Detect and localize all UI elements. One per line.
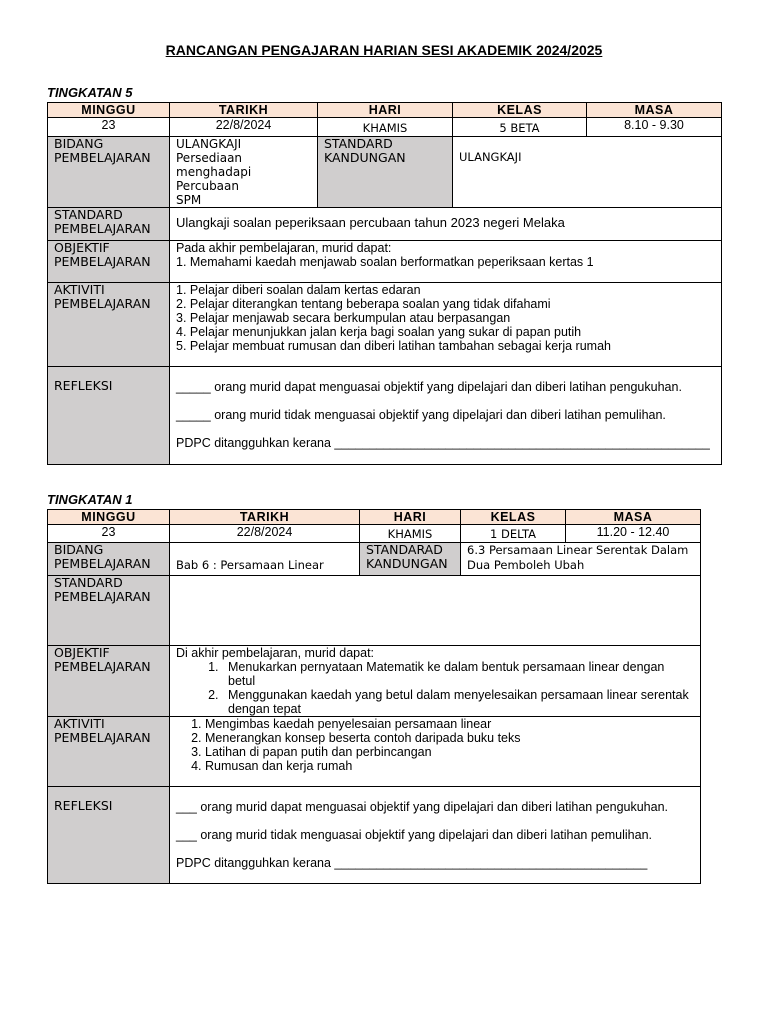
objektif-item: 2. Menggunakan kaedah yang betul dalam menyelesaikan persamaan linear serentak dengan tepat xyxy=(222,688,694,716)
tarikh-value: 22/8/2024 xyxy=(170,118,318,137)
masa-value: 11.20 - 12.40 xyxy=(566,525,701,543)
minggu-value: 23 xyxy=(48,118,170,137)
bidang-line: SPM xyxy=(176,193,202,207)
refleksi-line: _____ orang murid tidak menguasai objektif yang dipelajari dan diberi latihan pemulihan. xyxy=(176,408,666,422)
aktiviti-item: 5. Pelajar membuat rumusan dan diberi latihan tambahan sebagai kerja rumah xyxy=(176,339,611,353)
tarikh-value: 22/8/2024 xyxy=(170,525,360,543)
header-hari: HARI xyxy=(318,103,453,118)
header-kelas: KELAS xyxy=(453,103,587,118)
kelas-value: 1 DELTA xyxy=(461,525,566,543)
bidang-line: ULANGKAJI xyxy=(176,137,242,151)
label-standard-pembelajaran: STANDARD PEMBELAJARAN xyxy=(48,576,170,646)
header-minggu: MINGGU xyxy=(48,103,170,118)
label-objektif: OBJEKTIF PEMBELAJARAN xyxy=(48,241,170,283)
rph-table-tingkatan-5 xyxy=(47,102,722,465)
refleksi-line: PDPC ditangguhkan kerana ______________________________________________________ xyxy=(176,436,710,450)
objektif-item: 1. Menukarkan pernyataan Matematik ke dalam bentuk persamaan linear dengan betul xyxy=(222,660,694,688)
hari-value: KHAMIS xyxy=(318,118,453,137)
refleksi-line: ___ orang murid tidak menguasai objektif yang dipelajari dan diberi latihan pemulihan. xyxy=(176,828,652,842)
refleksi-cell xyxy=(170,787,701,884)
objektif-cell xyxy=(170,646,701,717)
aktiviti-cell xyxy=(170,717,701,787)
label-refleksi: REFLEKSI xyxy=(48,787,170,884)
refleksi-cell xyxy=(170,367,722,465)
refleksi-line: _____ orang murid dapat menguasai objektif yang dipelajari dan diberi latihan pengukuhan. xyxy=(176,380,682,394)
section-title-tingkatan-5: TINGKATAN 5 xyxy=(47,85,133,100)
label-refleksi: REFLEKSI xyxy=(48,367,170,465)
bidang-value xyxy=(170,137,318,208)
objektif-item: 1. Memahami kaedah menjawab soalan berformatkan peperiksaan kertas 1 xyxy=(176,255,594,269)
aktiviti-item: 1. Mengimbas kaedah penyelesaian persamaan linear xyxy=(205,717,694,731)
standard-pembelajaran-value: Ulangkaji soalan peperiksaan percubaan tahun 2023 negeri Melaka xyxy=(170,208,722,241)
aktiviti-item: 2. Menerangkan konsep beserta contoh daripada buku teks xyxy=(205,731,694,745)
bidang-value: Bab 6 : Persamaan Linear xyxy=(170,543,360,576)
aktiviti-item: 4. Pelajar menunjukkan jalan kerja bagi soalan yang sukar di papan putih xyxy=(176,325,582,339)
bidang-line: Persediaan menghadapi Percubaan xyxy=(176,151,252,193)
refleksi-line: PDPC ditangguhkan kerana _____________________________________________ xyxy=(176,856,648,870)
refleksi-line: ___ orang murid dapat menguasai objektif yang dipelajari dan diberi latihan pengukuhan. xyxy=(176,800,669,814)
header-hari: HARI xyxy=(360,510,461,525)
masa-value: 8.10 - 9.30 xyxy=(587,118,722,137)
label-aktiviti: AKTIVITI PEMBELAJARAN xyxy=(48,283,170,367)
standard-kandungan-value: ULANGKAJI xyxy=(453,137,722,208)
header-tarikh: TARIKH xyxy=(170,510,360,525)
aktiviti-item: 3. Pelajar menjawab secara berkumpulan atau berpasangan xyxy=(176,311,511,325)
section-title-tingkatan-1: TINGKATAN 1 xyxy=(47,492,133,507)
header-kelas: KELAS xyxy=(461,510,566,525)
label-standard-kandungan: STANDARAD KANDUNGAN xyxy=(360,543,461,576)
label-bidang: BIDANG PEMBELAJARAN xyxy=(48,543,170,576)
aktiviti-list xyxy=(176,717,694,773)
header-minggu: MINGGU xyxy=(48,510,170,525)
header-tarikh: TARIKH xyxy=(170,103,318,118)
header-masa: MASA xyxy=(587,103,722,118)
aktiviti-item: 1. Pelajar diberi soalan dalam kertas edaran xyxy=(176,283,421,297)
objektif-intro: Di akhir pembelajaran, murid dapat: xyxy=(176,646,375,660)
kelas-value: 5 BETA xyxy=(453,118,587,137)
objektif-list xyxy=(176,660,694,716)
label-bidang: BIDANG PEMBELAJARAN xyxy=(48,137,170,208)
standard-kandungan-value: 6.3 Persamaan Linear Serentak Dalam Dua Pemboleh Ubah xyxy=(461,543,701,576)
page-title: RANCANGAN PENGAJARAN HARIAN SESI AKADEMIK 2024/2025 xyxy=(165,42,603,58)
label-objektif: OBJEKTIF PEMBELAJARAN xyxy=(48,646,170,717)
standard-pembelajaran-value xyxy=(170,576,701,646)
objektif-intro: Pada akhir pembelajaran, murid dapat: xyxy=(176,241,392,255)
aktiviti-item: 3. Latihan di papan putih dan perbincangan xyxy=(205,745,694,759)
hari-value: KHAMIS xyxy=(360,525,461,543)
minggu-value: 23 xyxy=(48,525,170,543)
aktiviti-cell xyxy=(170,283,722,367)
label-aktiviti: AKTIVITI PEMBELAJARAN xyxy=(48,717,170,787)
rph-table-tingkatan-1 xyxy=(47,509,701,884)
aktiviti-item: 4. Rumusan dan kerja rumah xyxy=(205,759,694,773)
label-standard-kandungan: STANDARD KANDUNGAN xyxy=(318,137,453,208)
objektif-cell xyxy=(170,241,722,283)
header-masa: MASA xyxy=(566,510,701,525)
label-standard-pembelajaran: STANDARD PEMBELAJARAN xyxy=(48,208,170,241)
aktiviti-item: 2. Pelajar diterangkan tentang beberapa soalan yang tidak difahami xyxy=(176,297,551,311)
